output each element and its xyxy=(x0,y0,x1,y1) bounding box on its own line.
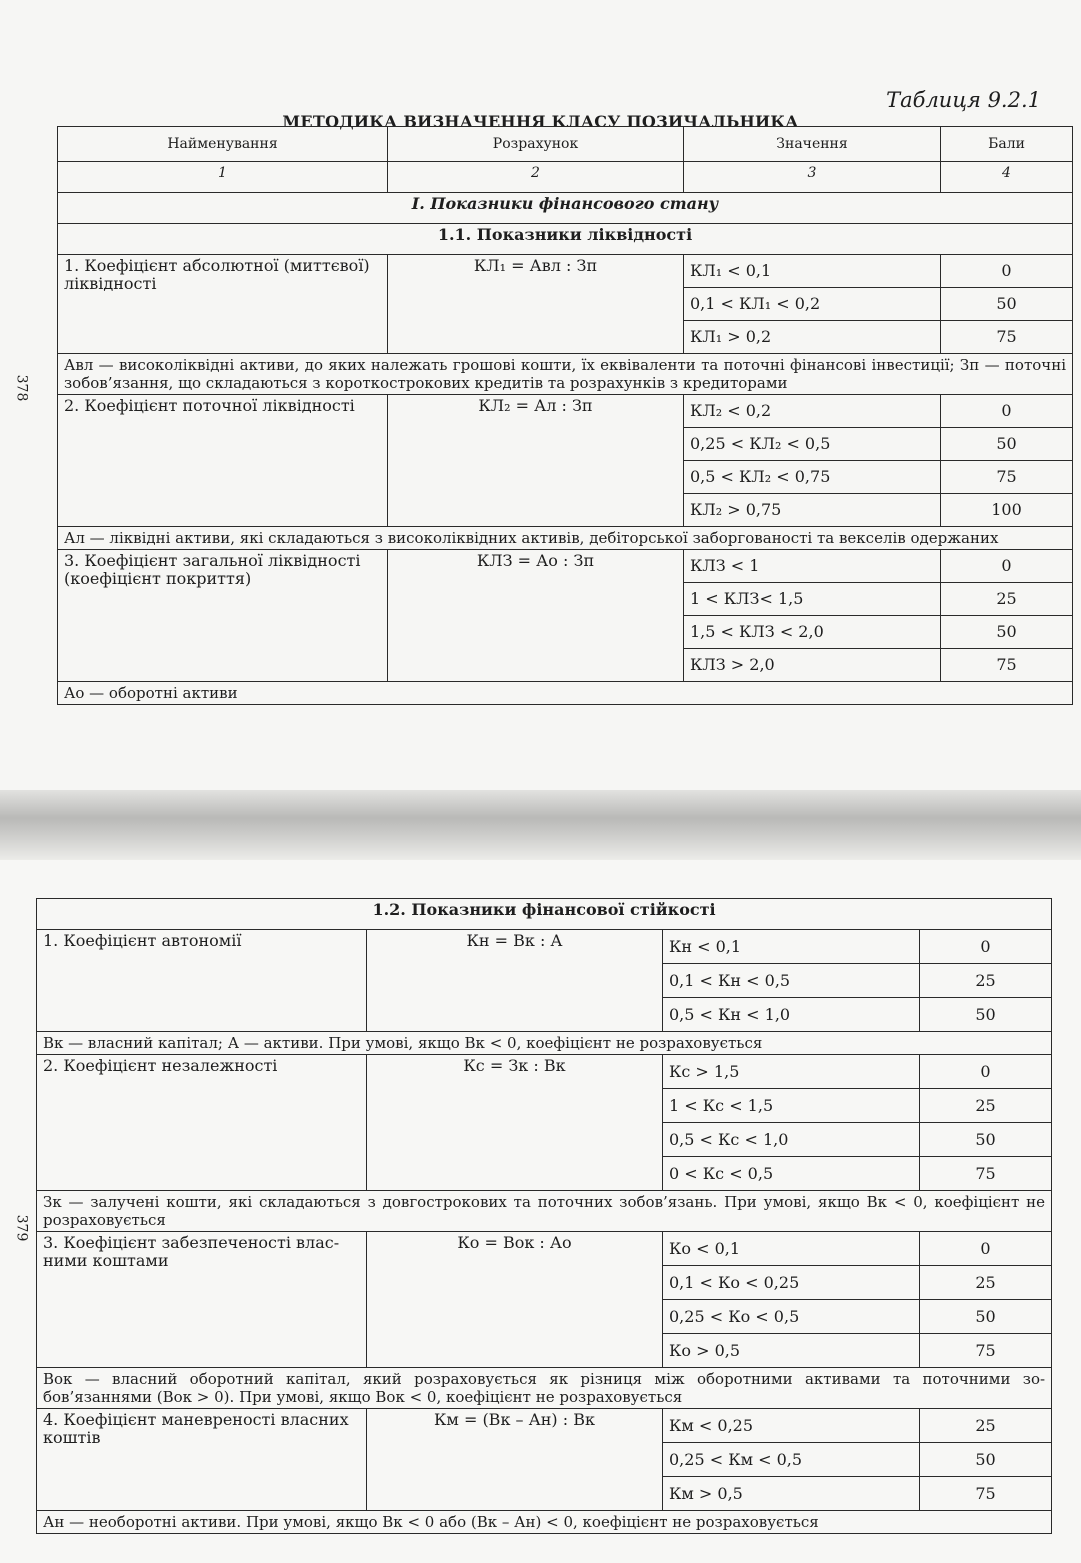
indicator-formula: Ко = Вок : Ао xyxy=(367,1232,663,1368)
value-range: КЛ₁ < 0,1 xyxy=(684,255,941,288)
section-title: І. Показники фінансового стану xyxy=(58,193,1073,224)
note-row xyxy=(58,682,1073,705)
note-row xyxy=(37,1368,1052,1409)
score-cell: 0 xyxy=(920,1055,1052,1089)
value-range: Км < 0,25 xyxy=(663,1409,920,1443)
value-range: 0,5 < Кн < 1,0 xyxy=(663,998,920,1032)
score-cell: 0 xyxy=(920,930,1052,964)
score-cell: 50 xyxy=(920,998,1052,1032)
value-range: 0,5 < КЛ₂ < 0,75 xyxy=(684,461,941,494)
score-cell: 25 xyxy=(920,1089,1052,1123)
score-cell: 0 xyxy=(941,395,1073,428)
value-row xyxy=(37,1232,1052,1266)
column-number: 3 xyxy=(684,162,941,193)
indicator-note: Ан — необоротні активи. При умові, якщо Вк < 0 або (Вк – Ан) < 0, коефіцієнт не розраховується xyxy=(37,1511,1052,1534)
indicator-name: 3. Коефіцієнт загальної ліквідності (коефіцієнт покриття) xyxy=(58,550,388,682)
indicator-name: 2. Коефіцієнт незалежності xyxy=(37,1055,367,1191)
column-number-row xyxy=(58,162,1073,193)
score-cell: 50 xyxy=(920,1300,1052,1334)
subsection-title: 1.1. Показники ліквідності xyxy=(58,224,1073,255)
score-cell: 25 xyxy=(920,964,1052,998)
note-row xyxy=(58,527,1073,550)
value-range: 1 < Кс < 1,5 xyxy=(663,1089,920,1123)
subsection-row xyxy=(58,224,1073,255)
score-cell: 75 xyxy=(941,649,1073,682)
value-row xyxy=(37,1055,1052,1089)
indicator-note: Зк — залучені кошти, які складаються з довгострокових та поточних зобов’язань. При умові, якщо Вк < 0, коефіцієнт не розраховується xyxy=(37,1191,1052,1232)
indicator-formula: КЛ₁ = Авл : Зп xyxy=(388,255,684,354)
value-range: 1,5 < КЛЗ < 2,0 xyxy=(684,616,941,649)
header-row xyxy=(58,127,1073,162)
score-cell: 0 xyxy=(941,550,1073,583)
value-range: 1 < КЛЗ< 1,5 xyxy=(684,583,941,616)
column-header: Розрахунок xyxy=(388,127,684,162)
score-cell: 100 xyxy=(941,494,1073,527)
borrower-class-table-part2 xyxy=(36,898,1052,1534)
value-range: 0,1 < Ко < 0,25 xyxy=(663,1266,920,1300)
book-gutter xyxy=(0,790,1081,860)
subsection-title: 1.2. Показники фінансової стійкості xyxy=(37,899,1052,930)
value-range: КЛ₁ > 0,2 xyxy=(684,321,941,354)
section-row xyxy=(58,193,1073,224)
page-number-bottom: 379 xyxy=(13,1214,30,1242)
indicator-formula: Км = (Вк – Ан) : Вк xyxy=(367,1409,663,1511)
value-row xyxy=(58,255,1073,288)
value-row xyxy=(58,550,1073,583)
page-number-top: 378 xyxy=(13,374,30,402)
score-cell: 75 xyxy=(920,1157,1052,1191)
value-row xyxy=(37,1409,1052,1443)
indicator-name: 1. Коефіцієнт автономії xyxy=(37,930,367,1032)
value-row xyxy=(37,930,1052,964)
indicator-note: Ао — оборотні активи xyxy=(58,682,1073,705)
indicator-note: Авл — високоліквідні активи, до яких належать грошові кошти, їх еквіваленти та поточні фінансові інвестиції; Зп — поточні зобов’язання, що складаються з короткострокових кредитів та розрахунків з кредиторами xyxy=(58,354,1073,395)
borrower-class-table-part1 xyxy=(57,126,1073,705)
column-number: 4 xyxy=(941,162,1073,193)
indicator-note: Вок — власний оборотний капітал, який розраховується як різниця між оборотними активами та поточними зо-бов’язаннями (Вок > 0). При умові, якщо Вок < 0, коефіцієнт не розраховується xyxy=(37,1368,1052,1409)
table-title: МЕТОДИКА ВИЗНАЧЕННЯ КЛАСУ ПОЗИЧАЛЬНИКА xyxy=(282,112,799,131)
column-header: Найменування xyxy=(58,127,388,162)
value-range: 0 < Кс < 0,5 xyxy=(663,1157,920,1191)
score-cell: 0 xyxy=(941,255,1073,288)
indicator-name: 3. Коефіцієнт забезпеченості влас-ними коштами xyxy=(37,1232,367,1368)
score-cell: 25 xyxy=(920,1266,1052,1300)
value-range: Км > 0,5 xyxy=(663,1477,920,1511)
column-number: 1 xyxy=(58,162,388,193)
note-row xyxy=(37,1032,1052,1055)
indicator-formula: КЛЗ = Ао : Зп xyxy=(388,550,684,682)
indicator-name: 2. Коефіцієнт поточної ліквідності xyxy=(58,395,388,527)
score-cell: 25 xyxy=(941,583,1073,616)
indicator-formula: Кн = Вк : А xyxy=(367,930,663,1032)
score-cell: 75 xyxy=(920,1477,1052,1511)
value-range: Ко > 0,5 xyxy=(663,1334,920,1368)
value-range: 0,25 < Ко < 0,5 xyxy=(663,1300,920,1334)
value-range: Ко < 0,1 xyxy=(663,1232,920,1266)
score-cell: 50 xyxy=(941,616,1073,649)
indicator-formula: Кс = Зк : Вк xyxy=(367,1055,663,1191)
value-row xyxy=(58,395,1073,428)
value-range: КЛ₂ > 0,75 xyxy=(684,494,941,527)
indicator-name: 1. Коефіцієнт абсолютної (миттєвої) ліквідності xyxy=(58,255,388,354)
note-row xyxy=(37,1191,1052,1232)
score-cell: 50 xyxy=(941,428,1073,461)
column-header: Бали xyxy=(941,127,1073,162)
value-range: 0,5 < Кс < 1,0 xyxy=(663,1123,920,1157)
subsection-row xyxy=(37,899,1052,930)
note-row xyxy=(37,1511,1052,1534)
score-cell: 50 xyxy=(920,1443,1052,1477)
table-label: Таблиця 9.2.1 xyxy=(886,88,1041,112)
indicator-formula: КЛ₂ = Ал : Зп xyxy=(388,395,684,527)
indicator-note: Вк — власний капітал; А — активи. При умові, якщо Вк < 0, коефіцієнт не розраховується xyxy=(37,1032,1052,1055)
value-range: 0,1 < Кн < 0,5 xyxy=(663,964,920,998)
score-cell: 50 xyxy=(920,1123,1052,1157)
column-header: Значення xyxy=(684,127,941,162)
value-range: 0,25 < КЛ₂ < 0,5 xyxy=(684,428,941,461)
score-cell: 75 xyxy=(941,461,1073,494)
note-row xyxy=(58,354,1073,395)
column-number: 2 xyxy=(388,162,684,193)
indicator-name: 4. Коефіцієнт маневреності власних коштів xyxy=(37,1409,367,1511)
value-range: Кс > 1,5 xyxy=(663,1055,920,1089)
score-cell: 0 xyxy=(920,1232,1052,1266)
value-range: КЛЗ > 2,0 xyxy=(684,649,941,682)
score-cell: 50 xyxy=(941,288,1073,321)
score-cell: 25 xyxy=(920,1409,1052,1443)
value-range: 0,1 < КЛ₁ < 0,2 xyxy=(684,288,941,321)
value-range: КЛ₂ < 0,2 xyxy=(684,395,941,428)
value-range: 0,25 < Км < 0,5 xyxy=(663,1443,920,1477)
value-range: Кн < 0,1 xyxy=(663,930,920,964)
score-cell: 75 xyxy=(941,321,1073,354)
score-cell: 75 xyxy=(920,1334,1052,1368)
value-range: КЛЗ < 1 xyxy=(684,550,941,583)
indicator-note: Ал — ліквідні активи, які складаються з високоліквідних активів, дебіторської заборгованості та векселів одержаних xyxy=(58,527,1073,550)
